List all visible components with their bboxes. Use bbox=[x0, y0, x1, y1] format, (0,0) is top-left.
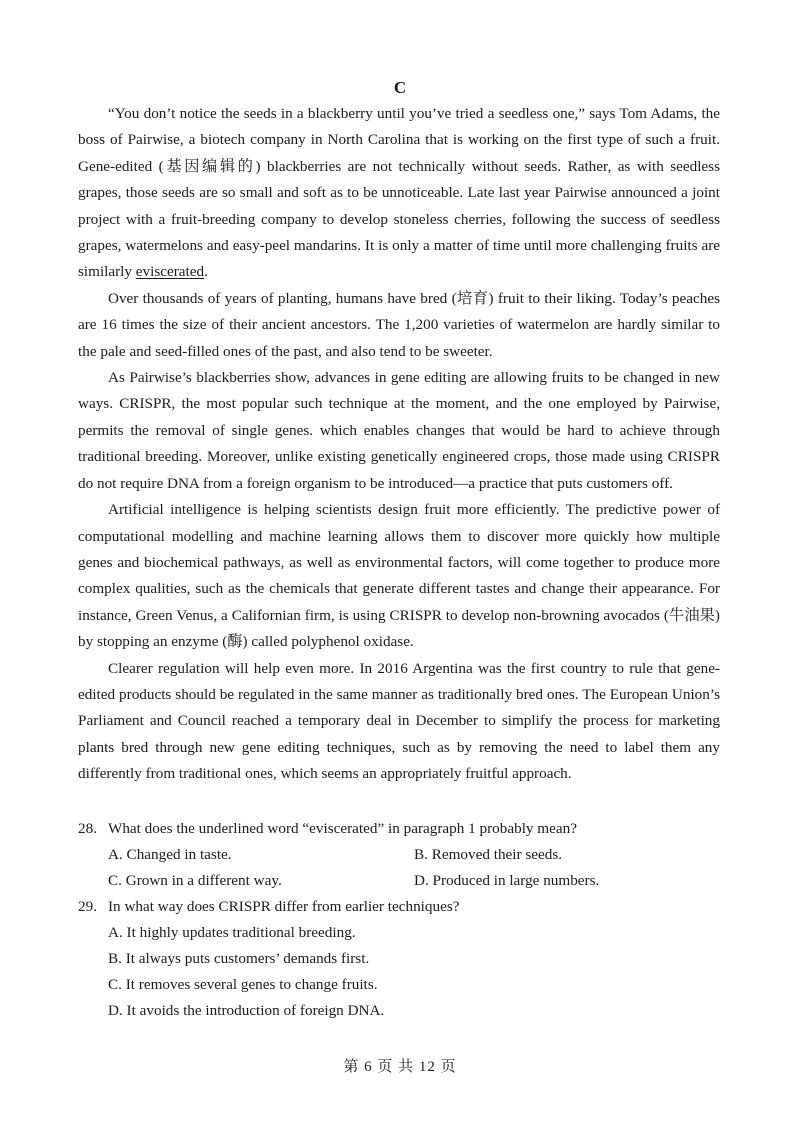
reading-passage bbox=[78, 101, 720, 788]
option-d[interactable]: D. Produced in large numbers. bbox=[414, 872, 600, 889]
question-number: 29. bbox=[78, 898, 97, 915]
paragraph-3: As Pairwise’s blackberries show, advances in gene editing are allowing fruits to be changed in new ways. CRISPR, the most popular such technique at the moment, and the one employed by Pairwise, permits the removal of single genes. which enables changes that would be hard to achieve through traditional breeding. Moreover, unlike existing genetically engineered crops, those made using CRISPR do not require DNA from a foreign organism to be introduced—a practice that puts customers off. bbox=[78, 369, 720, 492]
question-number: 28. bbox=[78, 820, 97, 837]
option-a[interactable]: A. Changed in taste. bbox=[108, 846, 232, 863]
question-29 bbox=[78, 894, 720, 920]
paragraph-5: Clearer regulation will help even more. In 2016 Argentina was the first country to rule that gene-edited products should be regulated in the same manner as traditionally bred ones. The European Union’s Parliament and Council reached a temporary deal in December to simplify the process for marketing plants bred through new gene editing techniques, such as by removing the need to label them any differently from traditional ones, which seems an appropriately fruitful approach. bbox=[78, 659, 720, 783]
paragraph-2: Over thousands of years of planting, humans have bred (培育) fruit to their liking. Today’s peaches are 16 times the size of their ancient ancestors. The 1,200 varieties of watermelon are hardly similar to the pale and seed-filled ones of the past, and also tend to be sweeter. bbox=[78, 289, 720, 360]
option-row bbox=[108, 842, 720, 868]
question-text: What does the underlined word “eviscerated” in paragraph 1 probably mean? bbox=[108, 820, 577, 837]
option-b[interactable]: B. It always puts customers’ demands first. bbox=[108, 950, 370, 967]
option-a[interactable]: A. It highly updates traditional breeding. bbox=[108, 924, 356, 941]
question-28 bbox=[78, 816, 720, 842]
paragraph-4: Artificial intelligence is helping scientists design fruit more efficiently. The predictive power of computational modelling and machine learning allows them to discover more quickly how multiple genes and biochemical pathways, as well as environmental factors, will come together to produce more complex qualities, such as the chemicals that generate different tastes and change their appearance. For instance, Green Venus, a Californian firm, is using CRISPR to develop non-browning avocados (牛油果) by stopping an enzyme (酶) called polyphenol oxidase. bbox=[78, 501, 720, 651]
paragraph-1-text-b: . bbox=[204, 263, 208, 281]
question-28-options bbox=[78, 842, 720, 894]
question-text: In what way does CRISPR differ from earlier techniques? bbox=[108, 898, 460, 915]
section-letter: C bbox=[393, 78, 407, 97]
option-c[interactable]: C. Grown in a different way. bbox=[108, 872, 282, 889]
option-row bbox=[108, 868, 720, 894]
paragraph-1-text-a: “You don’t notice the seeds in a blackberry until you’ve tried a seedless one,” says Tom Adams, the boss of Pairwise, a biotech company in North Carolina that is working on the first type of such a fruit. Gene-edited (基因编辑的) blackberries are not technically without seeds. Rather, as with seedless grapes, those seeds are so small and soft as to be unnoticeable. Late last year Pairwise announced a joint project with a fruit-breeding company to develop stoneless cherries, following the success of seedless grapes, watermelons and easy-peel mandarins. It is only a matter of time until more challenging fruits are similarly bbox=[78, 105, 720, 281]
paragraph-1 bbox=[78, 101, 720, 286]
page-footer: 第 6 页 共 12 页 bbox=[343, 1059, 457, 1075]
option-d[interactable]: D. It avoids the introduction of foreign DNA. bbox=[108, 1002, 385, 1019]
question-list bbox=[78, 816, 720, 1024]
underlined-word: eviscerated bbox=[135, 263, 205, 281]
option-c[interactable]: C. It removes several genes to change fruits. bbox=[108, 976, 378, 993]
option-b[interactable]: B. Removed their seeds. bbox=[414, 846, 563, 863]
question-29-options bbox=[78, 920, 720, 1024]
